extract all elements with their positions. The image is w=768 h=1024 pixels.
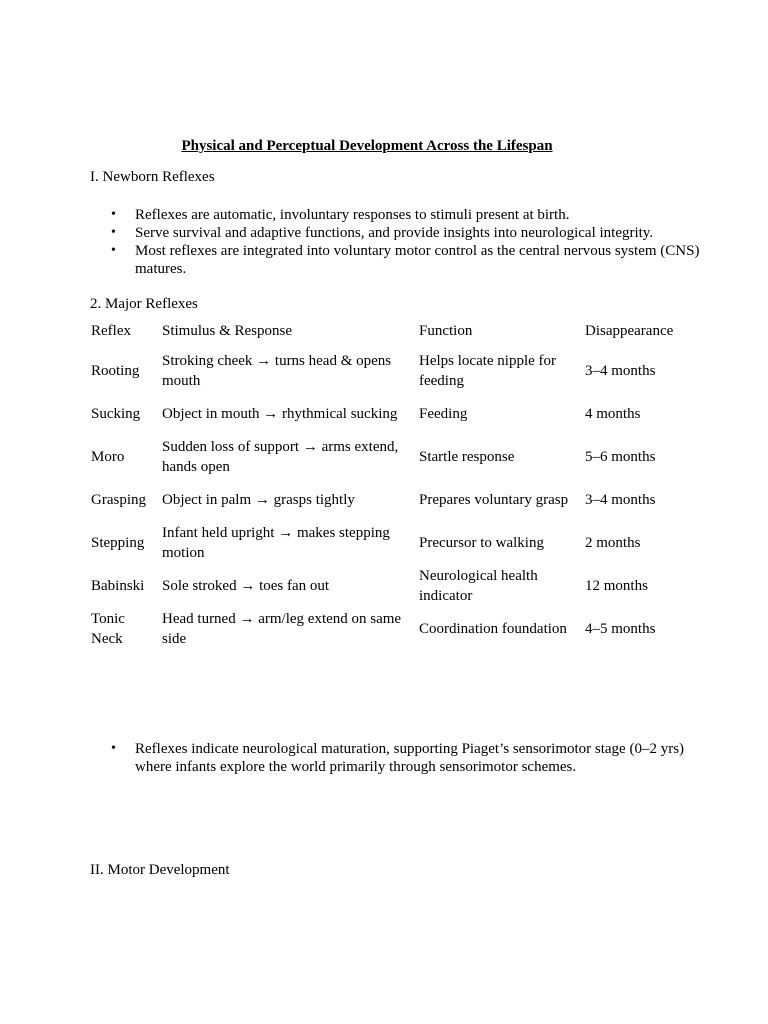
- column-header-function: Function: [419, 323, 473, 339]
- cell-reflex: Rooting: [91, 362, 140, 379]
- cell-disappearance: 3–4 months: [585, 362, 656, 379]
- column-header-stimulus-response: Stimulus & Response: [162, 323, 293, 339]
- cell-function: Coordination foundation: [419, 620, 567, 637]
- bullet-item: • Reflexes are automatic, involuntary responses to stimuli present at birth.: [135, 206, 720, 224]
- document-title: Physical and Perceptual Development Across the Lifespan: [181, 138, 553, 154]
- cell-disappearance: 5–6 months: [585, 448, 656, 465]
- cell-function: Precursor to walking: [419, 534, 544, 551]
- column-header-disappearance: Disappearance: [585, 323, 674, 339]
- cell-disappearance: 12 months: [585, 577, 648, 594]
- table-row: [86, 349, 690, 392]
- cell-stimulus-response: Object in palm → grasps tightly: [162, 491, 355, 508]
- cell-reflex: Stepping: [91, 534, 145, 551]
- section-heading-newborn-reflexes: I. Newborn Reflexes: [90, 169, 215, 185]
- cell-function: Startle response: [419, 448, 515, 465]
- cell-stimulus-response: Sudden loss of support → arms extend, hands open: [162, 438, 399, 475]
- bullet-item: • Reflexes indicate neurological maturation, supporting Piaget’s sensorimotor stage (0–2 yrs) where infants explore the world primarily through sensorimotor schemes.: [135, 740, 720, 776]
- table-row: [86, 435, 690, 478]
- cell-disappearance: 3–4 months: [585, 491, 656, 508]
- column-header-reflex: Reflex: [91, 323, 131, 339]
- reflex-summary-bullet-list: [90, 740, 720, 776]
- bullet-item: • Most reflexes are integrated into voluntary motor control as the central nervous system (CNS) matures.: [135, 242, 720, 278]
- section-heading-major-reflexes: 2. Major Reflexes: [90, 296, 198, 312]
- cell-stimulus-response: Stroking cheek → turns head & opens mouth: [162, 352, 392, 389]
- cell-disappearance: 4–5 months: [585, 620, 656, 637]
- cell-stimulus-response: Sole stroked → toes fan out: [162, 577, 330, 594]
- major-reflexes-table: [86, 313, 690, 650]
- cell-reflex: Moro: [91, 448, 125, 465]
- newborn-reflexes-bullet-list: [90, 206, 720, 278]
- bullet-item: • Serve survival and adaptive functions, and provide insights into neurological integrity.: [135, 224, 720, 242]
- cell-disappearance: 2 months: [585, 534, 641, 551]
- section-heading-motor-development: II. Motor Development: [90, 862, 230, 878]
- cell-reflex: Babinski: [91, 577, 145, 594]
- cell-stimulus-response: Head turned → arm/leg extend on same side: [162, 610, 402, 647]
- table-header-row: [86, 313, 690, 349]
- cell-disappearance: 4 months: [585, 405, 641, 422]
- cell-reflex: Tonic Neck: [91, 610, 125, 647]
- cell-reflex: Sucking: [91, 405, 141, 422]
- cell-reflex: Grasping: [91, 491, 146, 508]
- cell-function: Feeding: [419, 405, 468, 422]
- table-row: [86, 478, 690, 521]
- table-row: [86, 607, 690, 650]
- cell-function: Neurological health indicator: [419, 567, 538, 604]
- table-row: [86, 564, 690, 607]
- cell-function: Helps locate nipple for feeding: [419, 352, 557, 389]
- cell-function: Prepares voluntary grasp: [419, 491, 569, 508]
- table-row: [86, 521, 690, 564]
- cell-stimulus-response: Object in mouth → rhythmical sucking: [162, 405, 398, 422]
- cell-stimulus-response: Infant held upright → makes stepping motion: [162, 524, 390, 561]
- table-row: [86, 392, 690, 435]
